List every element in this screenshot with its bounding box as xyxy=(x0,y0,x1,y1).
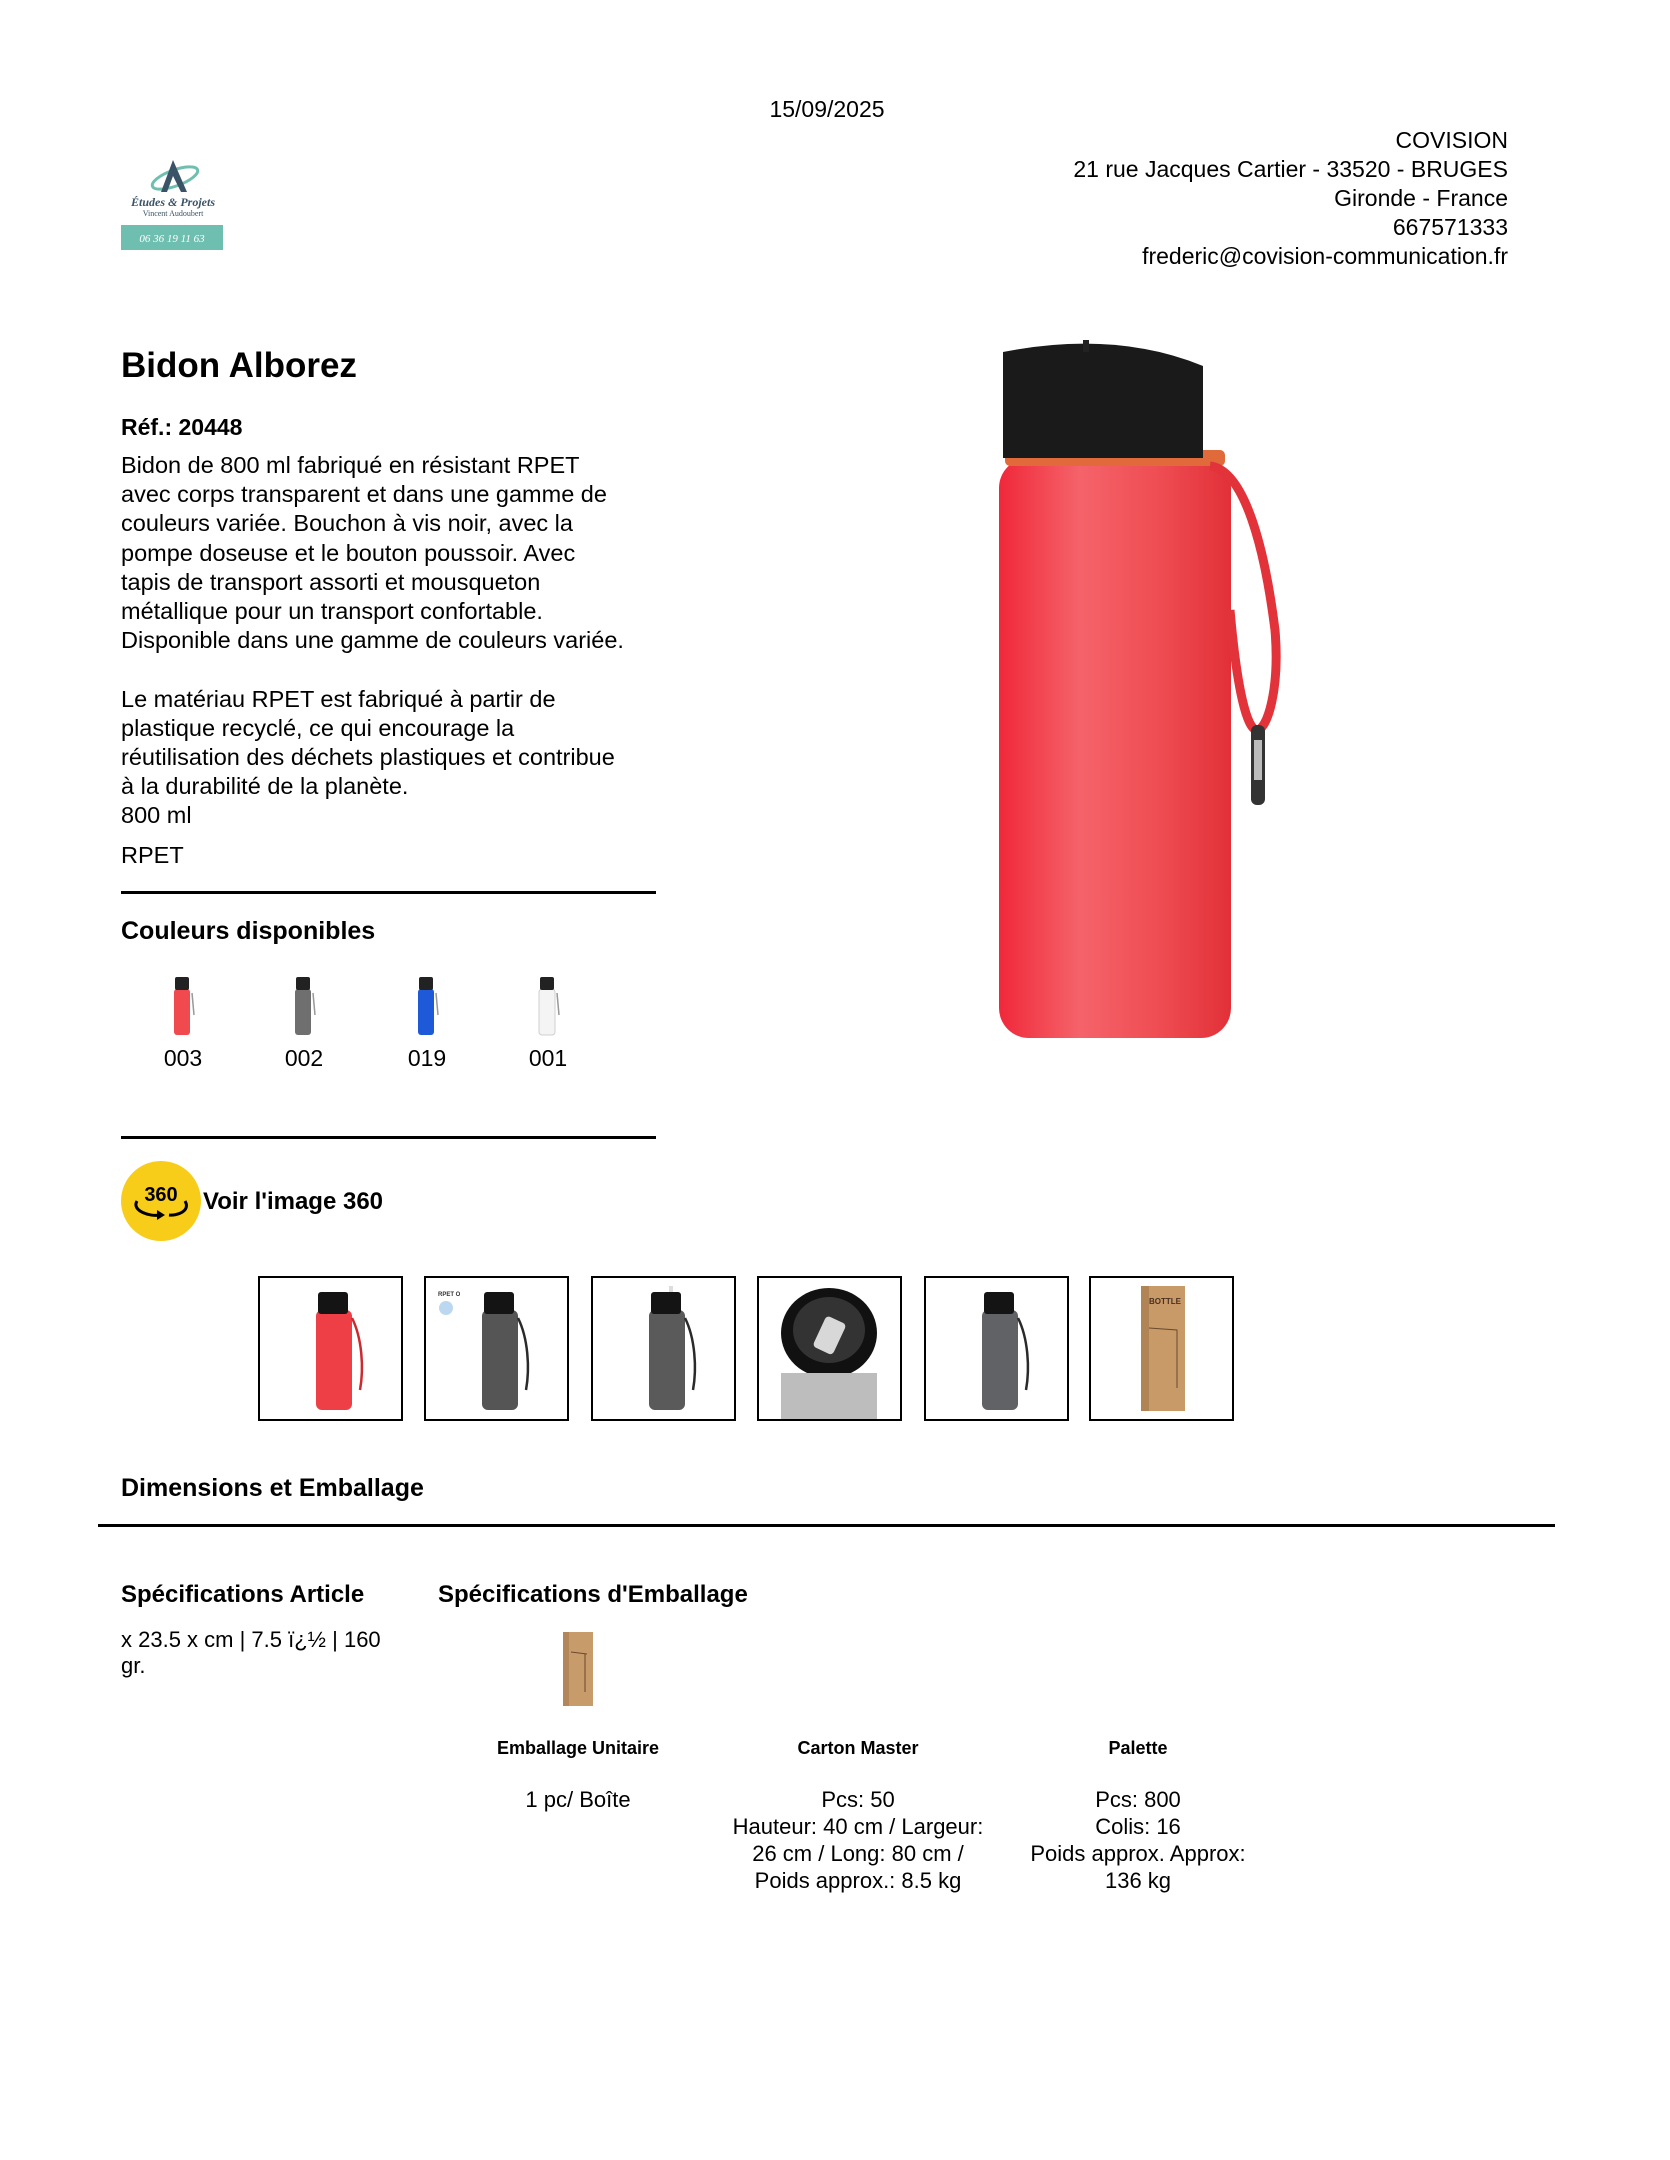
product-reference: Réf.: 20448 xyxy=(121,414,243,440)
product-title: Bidon Alborez xyxy=(121,346,357,385)
view-360-button[interactable] xyxy=(121,1161,201,1241)
description-line: pompe doseuse et le bouton poussoir. Avec xyxy=(121,539,576,566)
color-swatch[interactable] xyxy=(498,975,598,1072)
product-capacity: 800 ml xyxy=(121,802,192,829)
product-material: RPET xyxy=(121,842,184,868)
dimensions-heading: Dimensions et Emballage xyxy=(121,1474,424,1502)
company-address-block xyxy=(1073,126,1508,271)
packaging-column-values xyxy=(448,1786,708,1813)
gallery-thumbnail[interactable] xyxy=(924,1276,1069,1421)
company-name: COVISION xyxy=(1395,127,1508,153)
product-main-image xyxy=(975,330,1305,1045)
product-description xyxy=(121,451,661,831)
box-label: BOTTLE xyxy=(1149,1297,1181,1306)
packaging-column-title: Palette xyxy=(1108,1738,1168,1758)
description-line: plastique recyclé, ce qui encourage la xyxy=(121,714,515,741)
color-code: 003 xyxy=(163,1045,203,1071)
bottle-swatch-icon xyxy=(533,975,563,1037)
description-line: couleurs variée. Bouchon à vis noir, avec la xyxy=(121,510,573,537)
view-360-link[interactable]: Voir l'image 360 xyxy=(203,1188,384,1215)
logo-subtitle: Vincent Audoubert xyxy=(142,209,204,218)
description-line: réutilisation des déchets plastiques et contribue xyxy=(121,744,615,771)
packaging-value-line: 136 kg xyxy=(1104,1868,1172,1893)
logo-name: Études & Projets xyxy=(130,195,216,209)
packaging-box-image xyxy=(563,1632,593,1706)
colors-heading: Couleurs disponibles xyxy=(121,917,376,945)
packaging-column-title: Carton Master xyxy=(797,1738,919,1758)
document-date: 15/09/2025 xyxy=(769,96,885,122)
description-line: Bidon de 800 ml fabriqué en résistant RPET xyxy=(121,452,580,478)
packaging-value-line: 1 pc/ Boîte xyxy=(525,1787,631,1812)
description-line: Le matériau RPET est fabriqué à partir de xyxy=(121,685,556,712)
gallery-thumbnail[interactable] xyxy=(258,1276,403,1421)
packaging-value-line: Pcs: 800 xyxy=(1095,1787,1181,1812)
packaging-column-title: Emballage Unitaire xyxy=(496,1738,660,1758)
color-code: 002 xyxy=(284,1045,324,1071)
svg-text:360: 360 xyxy=(144,1184,178,1206)
description-line: avec corps transparent et dans une gamme de xyxy=(121,481,607,508)
color-swatch[interactable] xyxy=(254,975,354,1072)
article-specs-heading: Spécifications Article xyxy=(121,1581,365,1608)
packaging-column-values xyxy=(728,1786,988,1894)
rpet-label: RPET O xyxy=(438,1292,461,1298)
gallery-thumbnail[interactable] xyxy=(757,1276,902,1421)
company-email[interactable]: frederic@covision-communication.fr xyxy=(1142,243,1508,269)
bottle-swatch-icon xyxy=(289,975,319,1037)
divider xyxy=(121,1136,656,1139)
packaging-value-line: 26 cm / Long: 80 cm / xyxy=(752,1841,964,1866)
packaging-column-values xyxy=(1008,1786,1268,1894)
gallery-thumbnail[interactable] xyxy=(424,1276,569,1421)
color-code: 001 xyxy=(528,1045,568,1071)
company-region: Gironde - France xyxy=(1334,185,1508,211)
divider xyxy=(98,1524,1555,1527)
article-specs-text: x 23.5 x cm | 7.5 ï¿½ | 160 gr. xyxy=(121,1627,381,1678)
description-line: à la durabilité de la planète. xyxy=(121,773,409,800)
description-line: métallique pour un transport confortable. xyxy=(121,598,543,625)
packaging-specs-heading: Spécifications d'Emballage xyxy=(438,1581,748,1608)
color-swatch[interactable] xyxy=(377,975,477,1072)
packaging-value-line: Pcs: 50 xyxy=(821,1787,895,1812)
gallery-thumbnail[interactable] xyxy=(591,1276,736,1421)
company-street: 21 rue Jacques Cartier - 33520 - BRUGES xyxy=(1073,156,1508,182)
packaging-value-line: Colis: 16 xyxy=(1095,1814,1181,1839)
packaging-value-line: Hauteur: 40 cm / Largeur: xyxy=(732,1814,984,1839)
color-swatch[interactable] xyxy=(133,975,233,1072)
logo-phone: 06 36 19 11 63 xyxy=(139,233,205,245)
divider xyxy=(121,891,656,894)
company-logo xyxy=(121,156,225,252)
bottle-swatch-icon xyxy=(412,975,442,1037)
packaging-value-line: Poids approx.: 8.5 kg xyxy=(754,1868,962,1893)
company-phone: 667571333 xyxy=(1392,214,1508,240)
bottle-swatch-icon xyxy=(168,975,198,1037)
description-line: Disponible dans une gamme de couleurs variée. xyxy=(121,627,624,654)
gallery-thumbnail[interactable] xyxy=(1089,1276,1234,1421)
color-code: 019 xyxy=(407,1045,447,1071)
rotate-360-icon xyxy=(121,1161,201,1241)
description-line: tapis de transport assorti et mousqueton xyxy=(121,568,541,595)
packaging-value-line: Poids approx. Approx: xyxy=(1030,1841,1246,1866)
